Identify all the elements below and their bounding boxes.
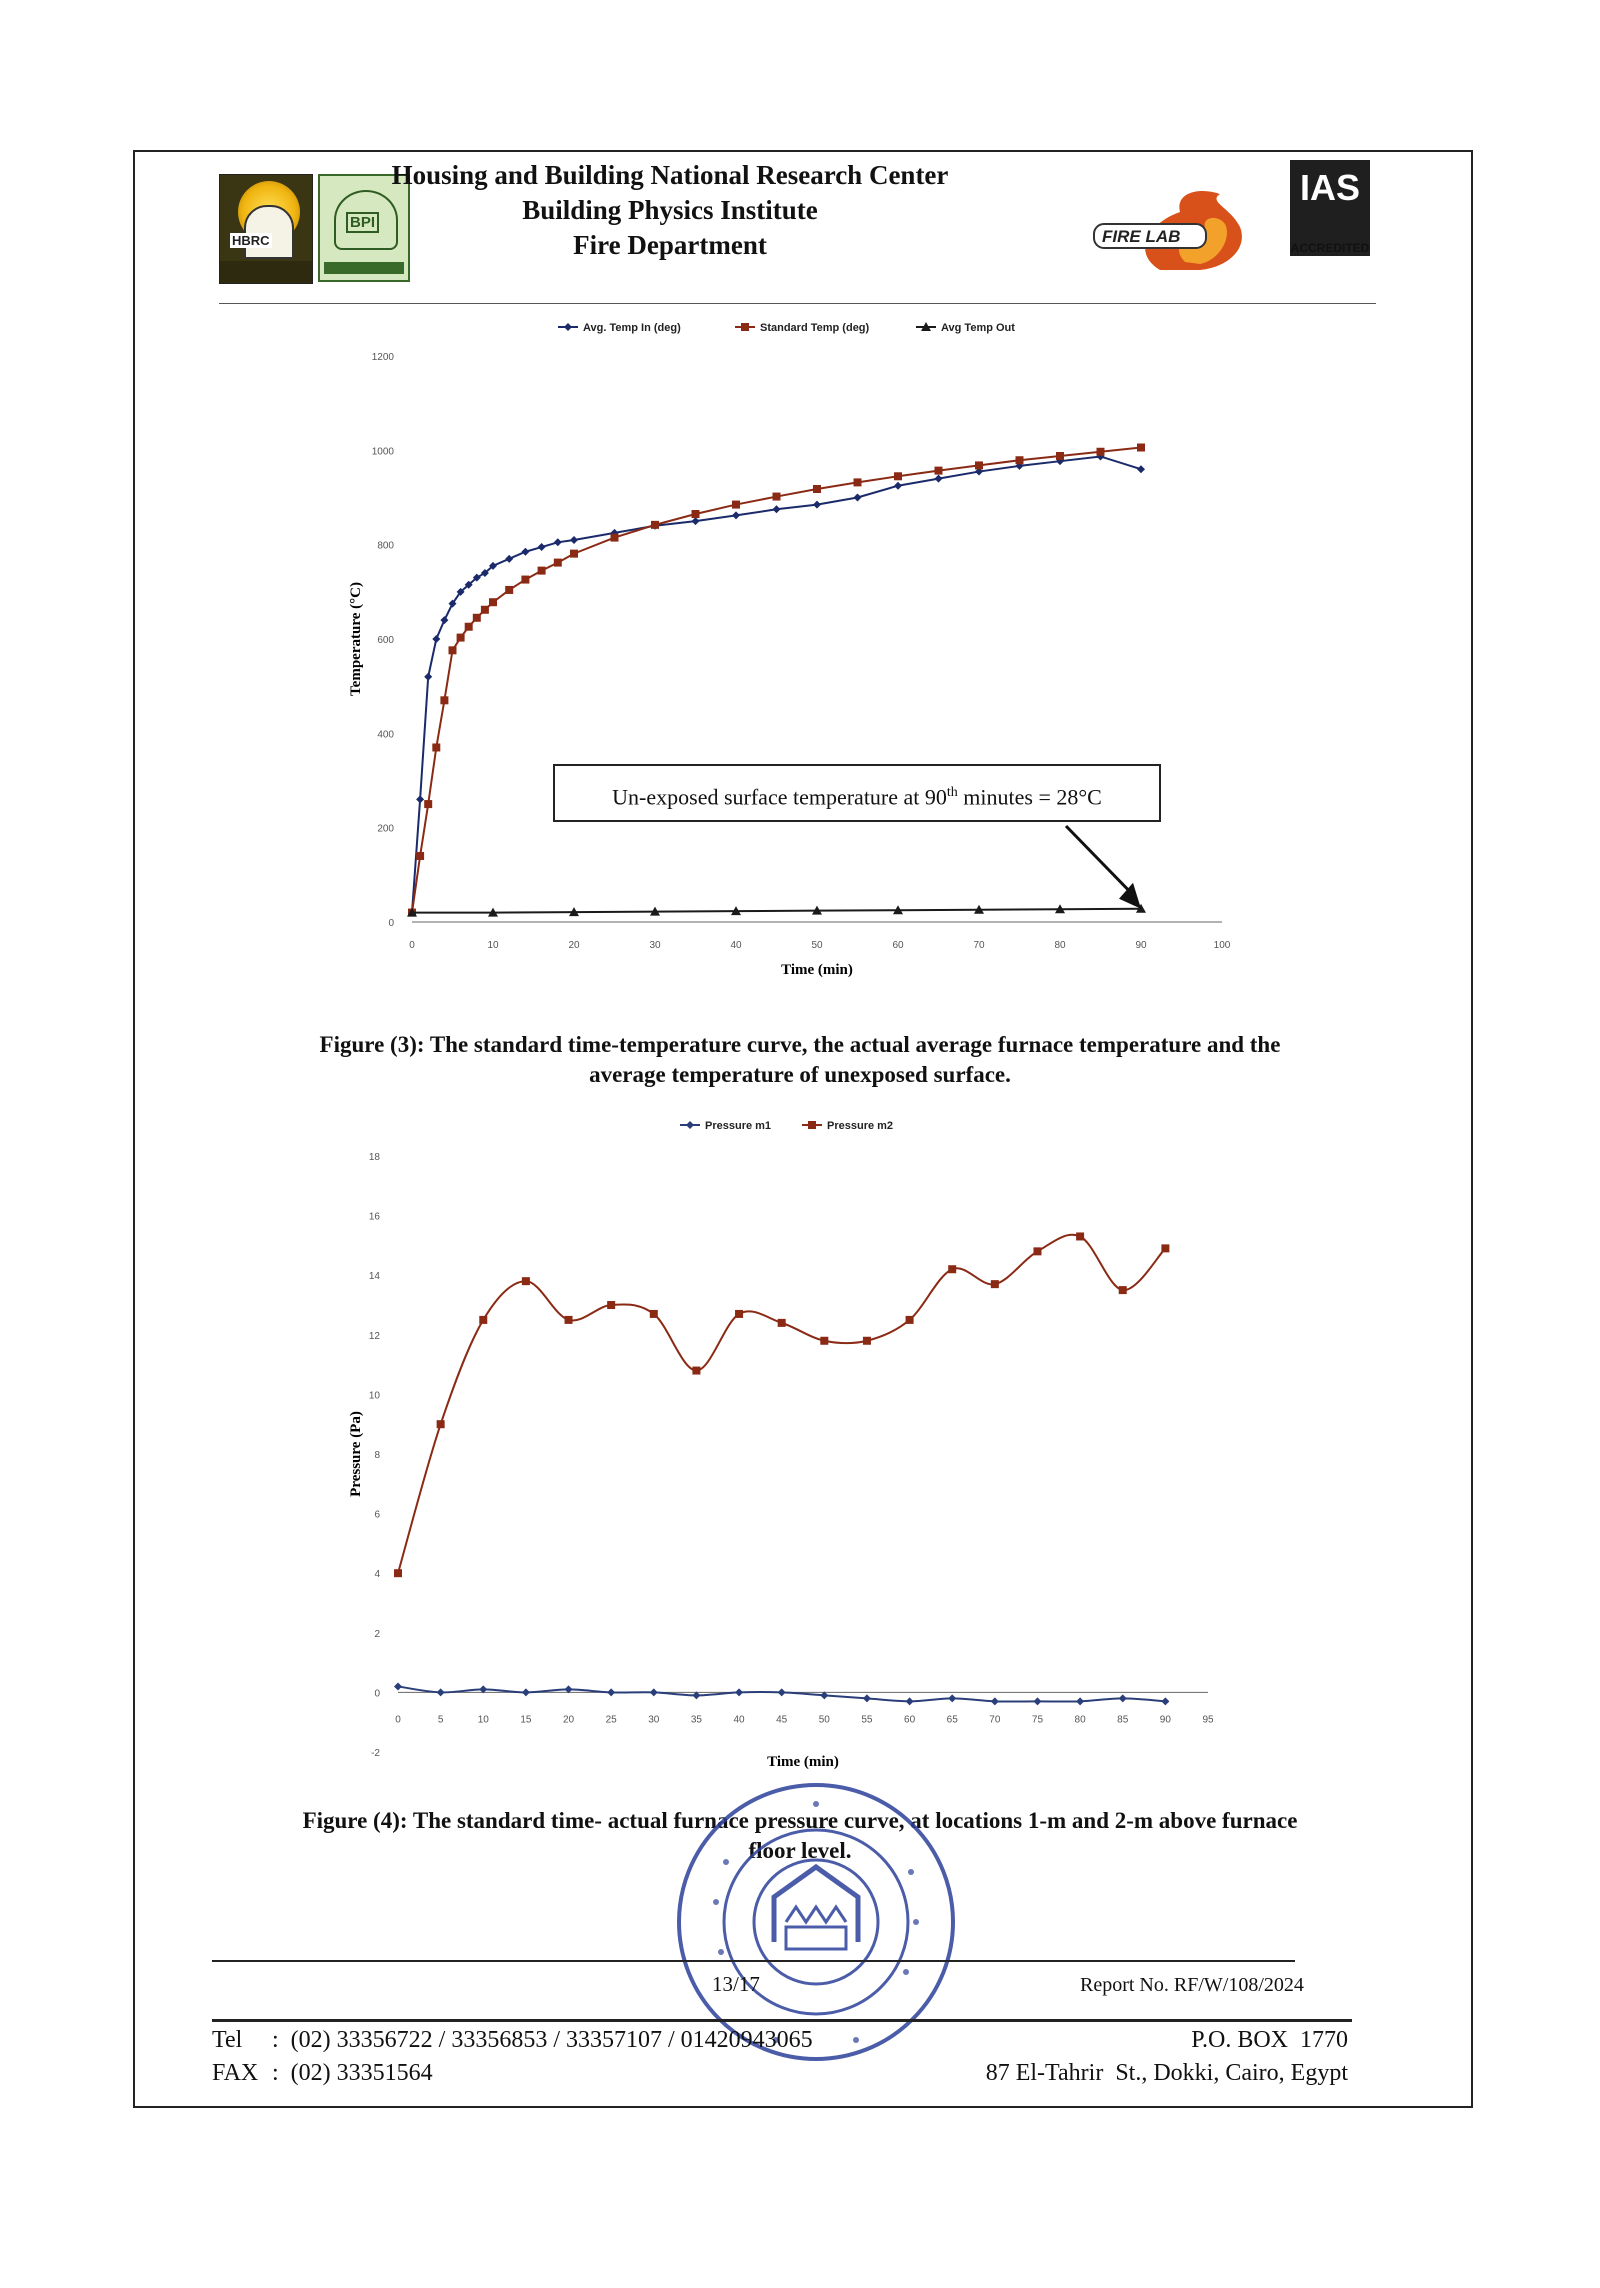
x-tick-label: 40 xyxy=(733,1714,745,1726)
y-tick-label: 400 xyxy=(377,729,394,741)
x-tick-label: 0 xyxy=(409,940,415,951)
y-tick-label: 2 xyxy=(374,1628,380,1640)
x-tick-label: 30 xyxy=(648,1714,660,1726)
x-tick-label: 70 xyxy=(973,940,985,951)
header-divider xyxy=(219,303,1376,304)
y-tick-label: 1000 xyxy=(371,446,394,458)
dome-icon xyxy=(244,205,294,259)
x-tick-label: 5 xyxy=(437,1714,444,1726)
header-title xyxy=(330,158,1010,263)
footer-divider-bold xyxy=(212,2019,1352,2022)
y-tick-label: 200 xyxy=(377,823,394,835)
y-tick-label: 0 xyxy=(374,1688,380,1700)
po-box: P.O. BOX 1770 xyxy=(1191,2027,1348,2053)
annotation-text: Un-exposed surface temperature at 90 xyxy=(612,784,947,810)
x-tick-label: 100 xyxy=(1213,940,1231,951)
header-line-3: Fire Department xyxy=(573,230,767,260)
x-tick-label: 50 xyxy=(811,940,823,951)
y-tick-label: 4 xyxy=(374,1569,380,1581)
x-axis-title: Time (min) xyxy=(767,1754,839,1770)
address: 87 El-Tahrir St., Dokki, Cairo, Egypt xyxy=(985,2060,1348,2086)
figure-4-caption-line-2: floor level. xyxy=(748,1838,852,1863)
fire-lab-logo xyxy=(1090,182,1250,272)
x-tick-label: 90 xyxy=(1159,1714,1171,1726)
x-tick-label: 70 xyxy=(989,1714,1001,1726)
x-tick-label: 80 xyxy=(1074,1714,1086,1726)
figure-3-caption-line-2: average temperature of unexposed surface. xyxy=(589,1062,1011,1087)
x-tick-label: 65 xyxy=(946,1714,958,1726)
tel-label: Tel xyxy=(212,2027,243,2053)
x-tick-label: 35 xyxy=(690,1714,702,1726)
footer-divider xyxy=(212,1960,1295,1962)
bpi-logo-text: BPI xyxy=(346,212,379,233)
ias-logo-text: IAS xyxy=(1299,167,1360,208)
y-tick-label: 0 xyxy=(388,918,394,929)
tel-value: : (02) 33356722 / 33356853 / 33357107 / 01420943065 xyxy=(272,2027,813,2053)
x-tick-label: 95 xyxy=(1202,1714,1214,1726)
x-tick-label: 80 xyxy=(1054,940,1066,951)
annotation-text-end: minutes = 28°C xyxy=(957,784,1102,810)
legend-label: Avg. Temp In (deg) xyxy=(583,322,681,334)
x-tick-label: 30 xyxy=(649,940,661,951)
x-tick-label: 15 xyxy=(520,1714,532,1726)
x-tick-label: 40 xyxy=(730,940,742,951)
hbrc-logo-text: HBRC xyxy=(232,233,270,248)
figure-3-caption xyxy=(200,1030,1400,1090)
x-tick-label: 50 xyxy=(818,1714,830,1726)
y-tick-label: 1200 xyxy=(371,352,394,363)
x-tick-label: 60 xyxy=(892,940,904,951)
logo-arabic-band xyxy=(220,261,312,283)
y-tick-label: 10 xyxy=(368,1390,380,1402)
y-tick-label: 800 xyxy=(377,540,394,552)
ias-accredited xyxy=(1282,242,1378,255)
y-tick-label: 8 xyxy=(374,1450,380,1461)
report-number: Report No. RF/W/108/2024 xyxy=(1080,1974,1304,1996)
x-axis-title: Time (min) xyxy=(781,962,853,978)
x-tick-label: 25 xyxy=(605,1714,617,1726)
fax-value: : (02) 33351564 xyxy=(272,2060,433,2086)
fax-label: FAX xyxy=(212,2060,259,2086)
y-tick-label: 600 xyxy=(377,635,394,646)
x-tick-label: 60 xyxy=(904,1714,916,1726)
logo-arabic-band xyxy=(324,262,404,274)
x-tick-label: 45 xyxy=(776,1714,788,1726)
x-tick-label: 90 xyxy=(1135,940,1147,951)
header-line-2: Building Physics Institute xyxy=(522,195,818,225)
y-tick-label: 12 xyxy=(368,1330,380,1342)
x-tick-label: 20 xyxy=(568,940,580,951)
y-tick-label: -2 xyxy=(371,1748,380,1759)
figure-4-caption-line-1: Figure (4): The standard time- actual furnace pressure curve, at locations 1-m and 2-m above furnace xyxy=(302,1808,1298,1833)
legend-label: Pressure m1 xyxy=(705,1120,772,1132)
y-axis-title: Temperature (°C) xyxy=(348,582,364,696)
x-tick-label: 85 xyxy=(1117,1714,1129,1726)
x-tick-label: 75 xyxy=(1031,1714,1044,1726)
figure-3-caption-line-1: Figure (3): The standard time-temperature curve, the actual average furnace temperature and the xyxy=(319,1032,1281,1057)
y-tick-label: 14 xyxy=(368,1271,380,1283)
ias-accredited-text: ACCREDITED xyxy=(1290,241,1370,255)
x-tick-label: 55 xyxy=(861,1714,873,1726)
fire-lab-logo-text: FIRE LAB xyxy=(1102,227,1181,246)
unexposed-annotation xyxy=(553,764,1161,822)
annotation-sup: th xyxy=(946,785,958,800)
x-tick-label: 0 xyxy=(395,1714,401,1726)
header-line-1: Housing and Building National Research Center xyxy=(391,160,949,190)
x-tick-label: 10 xyxy=(477,1714,489,1726)
y-axis-title: Pressure (Pa) xyxy=(348,1411,364,1497)
legend-label: Avg Temp Out xyxy=(941,322,1015,334)
y-tick-label: 18 xyxy=(368,1152,380,1163)
x-tick-label: 20 xyxy=(562,1714,575,1726)
y-tick-label: 16 xyxy=(368,1211,380,1223)
x-tick-label: 10 xyxy=(487,940,499,951)
y-tick-label: 6 xyxy=(374,1509,380,1521)
legend-label: Standard Temp (deg) xyxy=(760,322,870,334)
legend-label: Pressure m2 xyxy=(827,1120,894,1132)
page-number: 13/17 xyxy=(712,1972,760,1996)
hbrc-logo xyxy=(219,174,313,284)
